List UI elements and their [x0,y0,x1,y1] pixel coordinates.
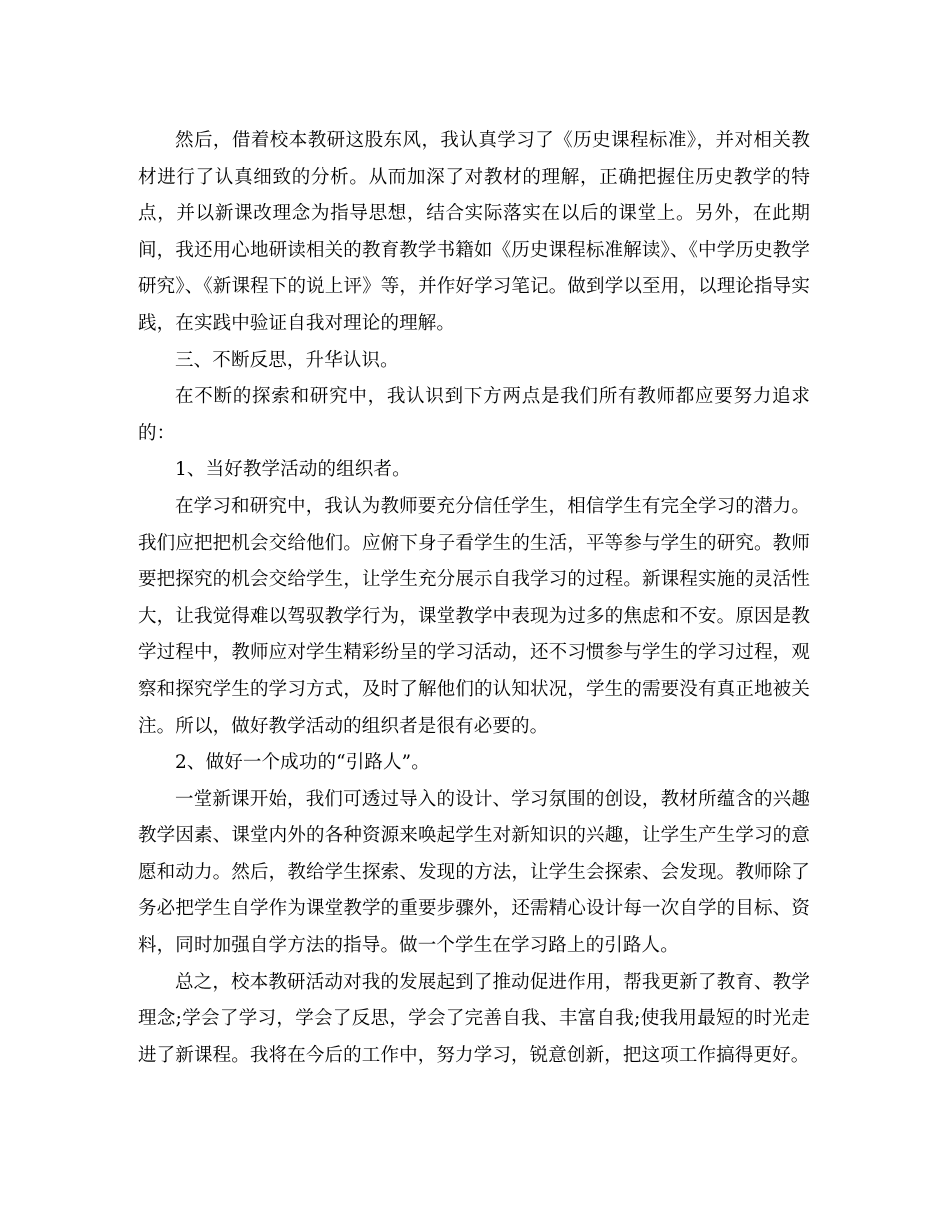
paragraph-research-study: 然后，借着校本教研这股东风，我认真学习了《历史课程标准》，并对相关教材进行了认真细致的分析。从而加深了对教材的理解，正确把握住历史教学的特点，并以新课改理念为指导思想，结合实际落实在以后的课堂上。另外，在此期间，我还用心地研读相关的教育教学书籍如《历史课程标准解读》、《中学历史教学研究》、《新课程下的说上评》等，并作好学习笔记。做到学以至用，以理论指导实践，在实践中验证自我对理论的理解。 [138,130,810,334]
section-heading-reflection: 三、不断反思，升华认识。 [175,349,399,371]
paragraph-organizer: 在学习和研究中，我认为教师要充分信任学生，相信学生有完全学习的潜力。我们应把把机会交给他们。应俯下身子看学生的生活，平等参与学生的研究。教师要把探究的机会交给学生，让学生充分展示自我学习的过程。新课程实施的灵活性大，让我觉得难以驾驭教学行为，课堂教学中表现为过多的焦虑和不安。原因是教学过程中，教师应对学生精彩纷呈的学习活动，还不习惯参与学生的学习过程，观察和探究学生的学习方式，及时了解他们的认知状况，学生的需要没有真正地被关注。所以，做好教学活动的组织者是很有必要的。 [138,495,810,737]
point-heading-organizer: 1、当好教学活动的组织者。 [175,459,411,481]
paragraph-guide: 一堂新课开始，我们可透过导入的设计、学习氛围的创设，教材所蕴含的兴趣教学因素、课堂内外的各种资源来唤起学生对新知识的兴趣，让学生产生学习的意愿和动力。然后，教给学生探索、发现的方法，让学生会探索、会发现。教师除了务必把学生自学作为课堂教学的重要步骤外，还需精心设计每一次自学的目标、资料，同时加强自学方法的指导。做一个学生在学习路上的引路人。 [138,788,810,957]
point-heading-guide: 2、做好一个成功的“引路人”。 [175,752,430,774]
paragraph-two-points-intro: 在不断的探索和研究中，我认识到下方两点是我们所有教师都应要努力追求的： [138,386,810,444]
document-body [138,123,810,1074]
paragraph-conclusion: 总之，校本教研活动对我的发展起到了推动促进作用，帮我更新了教育、教学理念;学会了学习，学会了反思，学会了完善自我、丰富自我;使我用最短的时光走进了新课程。我将在今后的工作中，努力学习，锐意创新，把这项工作搞得更好。 [138,971,810,1066]
